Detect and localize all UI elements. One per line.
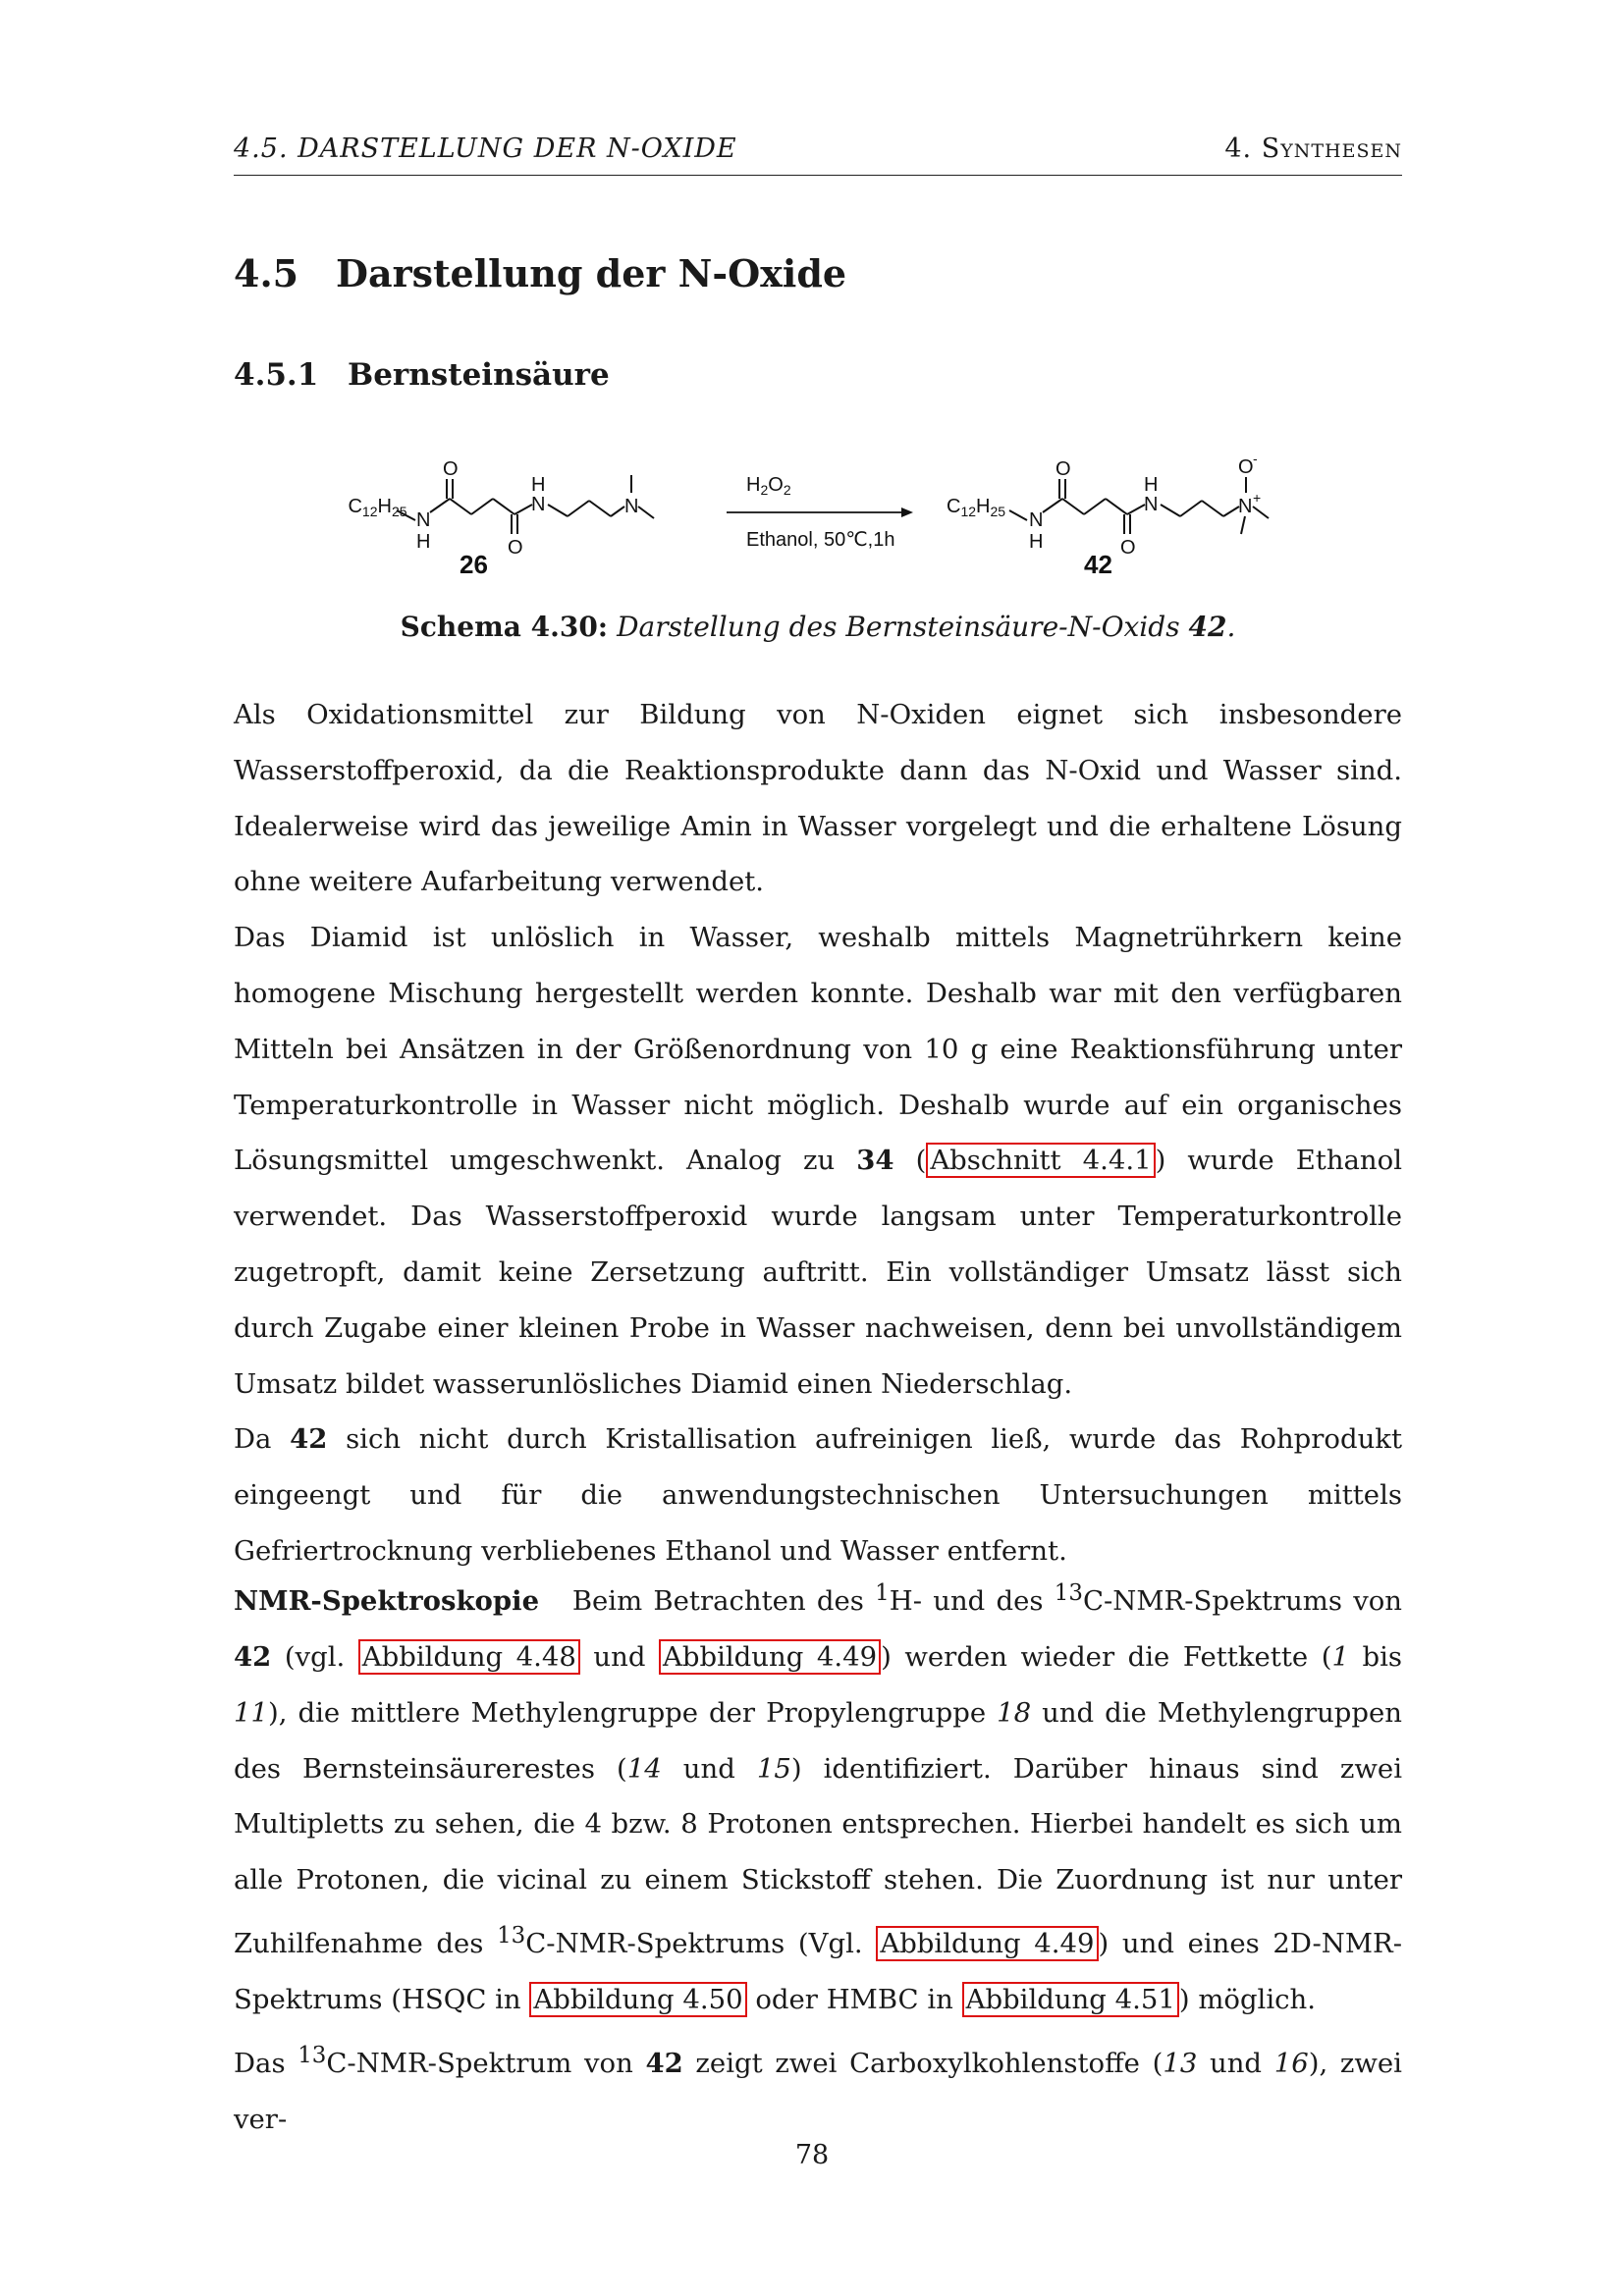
p4-i1: 1 [1331, 1640, 1349, 1673]
product-carbonyl-o-1: O [1056, 458, 1071, 480]
reactant-amide-n-2: N [531, 494, 546, 515]
p4-s14: oder HMBC in [746, 1983, 962, 2015]
product-atom-labels [947, 452, 1261, 559]
product-n-plus-charge: + [1253, 490, 1262, 506]
p4-s4: (vgl. [271, 1640, 358, 1673]
scheme-caption [234, 611, 1402, 643]
reactant-chain-label: $C_{12}H_{25}$ [348, 496, 407, 519]
p4-s12: C-NMR-Spektrums (Vgl. [525, 1928, 877, 1960]
p4-s10: und [661, 1752, 757, 1785]
product-chain-label: $C_{12}H_{25}$ [947, 496, 1006, 519]
p4-s8: ), die mittlere Methylengruppe der Propylengruppe [268, 1696, 998, 1729]
p3-text-b: sich nicht durch Kristallisation aufreinigen ließ, wurde das Rohprodukt eingeengt und für die anwendungstechnischen Untersuchungen mittels Gefriertrocknung verbliebenes Ethanol und Wasser entfernt. [234, 1423, 1402, 1567]
p4-s5: und [579, 1640, 660, 1673]
p5-compound-ref: 42 [645, 2047, 683, 2079]
product-amide-n-2: N [1144, 494, 1159, 515]
nmr-text-block [234, 1566, 1402, 2147]
p2-open-paren: ( [893, 1145, 927, 1177]
p2-compound-ref: 34 [856, 1145, 894, 1177]
page-number: 78 [794, 2140, 830, 2170]
link-abbildung-4-49-second[interactable]: Abbildung 4.49 [876, 1926, 1098, 1961]
reaction-arrow [727, 507, 913, 517]
product-amide-h-2: H [1144, 474, 1159, 496]
reactant-carbonyl-o-2: O [508, 537, 523, 559]
caption-end: . [1226, 611, 1236, 643]
p5-s4: und [1197, 2047, 1274, 2079]
link-abbildung-4-49[interactable]: Abbildung 4.49 [659, 1639, 881, 1675]
paragraph-purification [234, 1412, 1402, 1578]
reaction-scheme [324, 452, 1326, 589]
p3-text-a: Da [234, 1423, 291, 1456]
subsection-title: Bernsteinsäure [348, 357, 610, 393]
running-header [234, 132, 1402, 176]
product-amide-n-1: N [1029, 509, 1044, 531]
reactant-compound-label: 26 [460, 550, 488, 579]
p5-s2: C-NMR-Spektrum von [326, 2047, 646, 2079]
p4-s2: H- und des [889, 1585, 1055, 1618]
product-structure-42 [1009, 477, 1269, 534]
p4-s9: und die Methylengruppen des Bernsteinsäurerestes ( [234, 1696, 1402, 1785]
header-section-title: 4.5. DARSTELLUNG DER N-OXIDE [234, 133, 737, 164]
main-text-block [234, 687, 1402, 1579]
reactant-structure-26 [397, 475, 654, 534]
link-abbildung-4-51[interactable]: Abbildung 4.51 [962, 1982, 1179, 2017]
reactant-amide-h-2: H [531, 474, 546, 496]
p4-s6: ) werden wieder die Fettkette ( [881, 1640, 1332, 1673]
p5-s3: zeigt zwei Carboxylkohlenstoffe ( [682, 2047, 1164, 2079]
product-carbonyl-o-2: O [1120, 537, 1136, 559]
p4-s1: Beim Betrachten des [571, 1585, 876, 1618]
caption-compound: 42 [1188, 611, 1227, 643]
p4-s3: C-NMR-Spektrums von [1082, 1585, 1403, 1618]
p4-i4: 14 [626, 1752, 662, 1785]
reagent-h2o2: $H_2O_2$ [746, 474, 791, 498]
p5-i2: 16 [1273, 2047, 1309, 2079]
reactant-amide-n-1: N [416, 509, 431, 531]
p2-text-b: ) wurde Ethanol verwendet. Das Wasserstoffperoxid wurde langsam unter Temperaturkontrolle zugetropft, damit keine Zersetzung auftritt. Ein vollständiger Umsatz lässt sich durch Zugabe einer kleinen Probe in Wasser nachweisen, denn bei unvollständigem Umsatz bildet wasserunlösliches Diamid einen Niederschlag. [234, 1145, 1402, 1400]
caption-text: Darstellung des Bernsteinsäure-N-Oxids [617, 611, 1180, 643]
p4-s13: ) und eines 2D-NMR-Spektrums (HSQC in [234, 1928, 1402, 2015]
header-chapter-title: 4. Synthesen [1224, 133, 1402, 164]
product-compound-label: 42 [1084, 550, 1112, 579]
p4-s11: ) identifiziert. Darüber hinaus sind zwei Multipletts zu sehen, die 4 bzw. 8 Protonen entsprechen. Hierbei handelt es sich um alle Protonen, die vicinal zu einem Stickstoff stehen. Die Zuordnung ist nur unter Zuhilfenahme des [234, 1752, 1402, 1960]
p4-sup1: 1 [875, 1580, 890, 1606]
reactant-atom-labels [334, 458, 638, 559]
product-amide-h-1: H [1029, 531, 1044, 553]
paragraph-diamid [234, 910, 1402, 1412]
section-heading [234, 251, 846, 295]
paragraph-oxidant: Als Oxidationsmittel zur Bildung von N-Oxiden eignet sich insbesondere Wasserstoffperoxid, da die Reaktionsprodukte dann das N-Oxid und Wasser sind. Idealerweise wird das jeweilige Amin in Wasser vorgelegt und die erhaltene Lösung ohne weitere Aufarbeitung verwendet. [234, 699, 1402, 898]
link-abbildung-4-50[interactable]: Abbildung 4.50 [529, 1982, 746, 2017]
reactant-amine-n: N [624, 496, 639, 517]
reagent-conditions: Ethanol, 50℃,1h [746, 529, 895, 551]
section-number: 4.5 [234, 251, 299, 295]
reactant-carbonyl-o-1: O [443, 458, 459, 480]
reaction-scheme-drawing [324, 452, 1326, 589]
subsection-heading [234, 357, 610, 393]
p4-sup2: 13 [1054, 1580, 1083, 1606]
product-oxide-n: N [1238, 496, 1253, 517]
section-title: Darstellung der N-Oxide [336, 251, 847, 295]
link-abschnitt-4-4-1[interactable]: Abschnitt 4.4.1 [926, 1143, 1155, 1178]
product-oxide-o: O [1238, 456, 1254, 478]
paragraph-nmr [234, 1566, 1402, 2028]
subsection-number: 4.5.1 [234, 357, 319, 393]
product-o-minus-charge: - [1253, 452, 1258, 466]
p3-compound-ref: 42 [290, 1423, 328, 1456]
p4-i3: 18 [997, 1696, 1032, 1729]
p4-compound-ref: 42 [234, 1640, 272, 1673]
p5-s5: ), zwei ver- [234, 2047, 1402, 2135]
p4-i5: 15 [756, 1752, 791, 1785]
p5-sup: 13 [298, 2042, 327, 2068]
p4-s15: ) möglich. [1178, 1983, 1316, 2015]
paragraph-13c-nmr [234, 2028, 1402, 2148]
p5-s1: Das [234, 2047, 298, 2079]
p4-sup3: 13 [497, 1922, 526, 1949]
nmr-heading: NMR-Spektroskopie [234, 1585, 540, 1618]
caption-label: Schema 4.30: [400, 611, 609, 643]
link-abbildung-4-48[interactable]: Abbildung 4.48 [358, 1639, 580, 1675]
p4-s7: bis [1348, 1640, 1403, 1673]
p2-text-a: Das Diamid ist unlöslich in Wasser, weshalb mittels Magnetrührkern keine homogene Mischung hergestellt werden konnte. Deshalb war mit den verfügbaren Mitteln bei Ansätzen in der Größenordnung von 10 g eine Reaktionsführung unter Temperaturkontrolle in Wasser nicht möglich. Deshalb wurde auf ein organisches Lösungsmittel umgeschwenkt. Analog zu [234, 922, 1402, 1177]
p4-i2: 11 [234, 1696, 268, 1729]
reactant-amide-h-1: H [416, 531, 431, 553]
p5-i1: 13 [1163, 2047, 1198, 2079]
